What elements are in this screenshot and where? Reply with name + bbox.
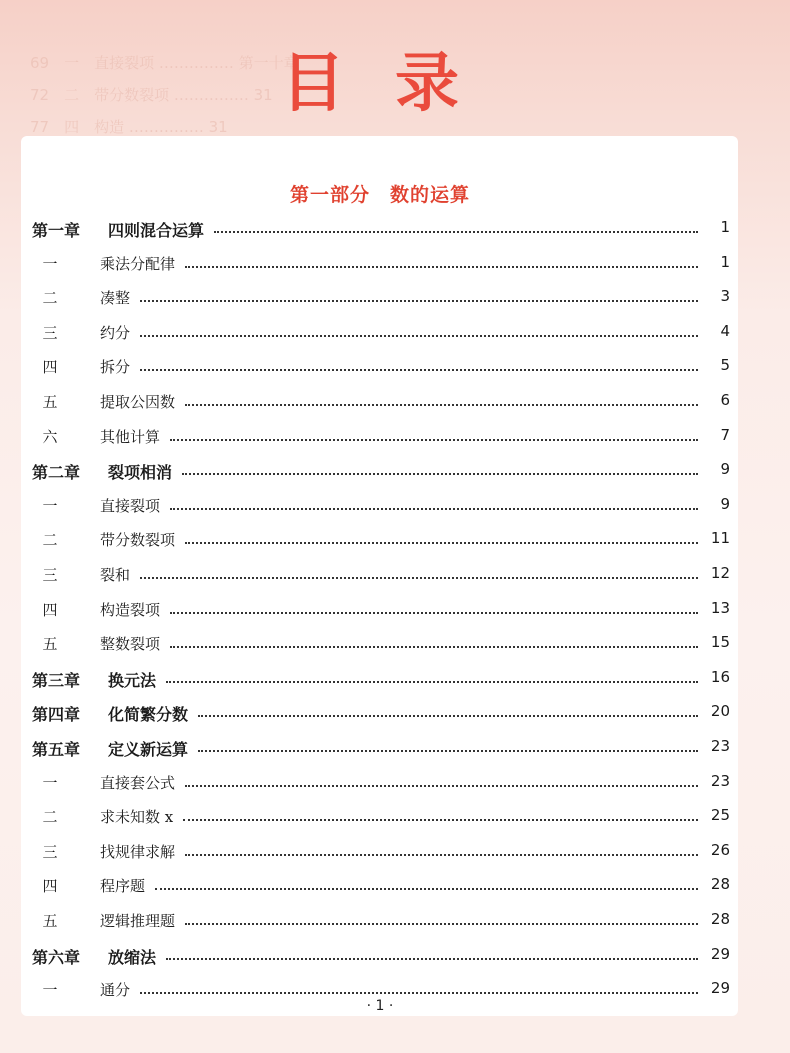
toc-page-number: 13 bbox=[710, 598, 730, 617]
toc-entry-title: 化简繁分数 bbox=[108, 705, 189, 725]
toc-entry-title: 直接裂项 bbox=[100, 496, 161, 515]
toc-page-number: 25 bbox=[710, 806, 730, 825]
toc-section-row[interactable] bbox=[0, 875, 760, 899]
toc-entry-title: 构造裂项 bbox=[100, 600, 161, 619]
dot-leader bbox=[166, 681, 698, 683]
toc-section-row[interactable] bbox=[0, 806, 760, 830]
toc-entry-title: 裂和 bbox=[100, 566, 131, 584]
toc-entry-title: 拆分 bbox=[100, 358, 131, 377]
toc-section-row[interactable] bbox=[0, 910, 760, 934]
toc-section-row[interactable] bbox=[0, 529, 760, 553]
toc-entry-number: 一 bbox=[42, 496, 58, 515]
toc-entry-title: 找规律求解 bbox=[100, 842, 176, 861]
toc-chapter-row[interactable] bbox=[0, 737, 760, 761]
toc-entry-number: 第五章 bbox=[32, 740, 81, 759]
dot-leader bbox=[185, 923, 698, 925]
toc-entry-number: 第二章 bbox=[32, 463, 81, 483]
toc-page-number: 12 bbox=[710, 564, 730, 582]
toc-entry-number: 一 bbox=[42, 773, 58, 792]
toc-entry-number: 第三章 bbox=[32, 670, 81, 690]
toc-entry-title: 带分数裂项 bbox=[100, 531, 176, 550]
toc-entry-number: 五 bbox=[42, 912, 58, 930]
toc-page-number: 15 bbox=[710, 633, 730, 652]
toc-entry-number: 第一章 bbox=[32, 221, 81, 240]
toc-page-number: 1 bbox=[720, 218, 730, 236]
toc-entry-title: 换元法 bbox=[108, 670, 157, 690]
dot-leader bbox=[166, 958, 698, 960]
dot-leader bbox=[185, 266, 698, 268]
toc-section-row[interactable] bbox=[0, 599, 760, 623]
toc-section-row[interactable] bbox=[0, 356, 760, 380]
dot-leader bbox=[170, 508, 698, 510]
bleed-through-text: 77 四 构造 …………… 31 bbox=[30, 118, 228, 136]
toc-entry-number: 三 bbox=[42, 323, 58, 342]
toc-page-number: 1 bbox=[720, 252, 730, 271]
dot-leader bbox=[183, 819, 698, 821]
toc-entry-number: 四 bbox=[42, 358, 58, 377]
dot-leader bbox=[198, 715, 698, 717]
toc-page-number: 6 bbox=[720, 391, 730, 409]
toc-section-row[interactable] bbox=[0, 564, 760, 588]
toc-entry-title: 直接套公式 bbox=[100, 773, 176, 792]
dot-leader bbox=[140, 335, 698, 337]
toc-entry-number: 一 bbox=[42, 254, 58, 273]
dot-leader bbox=[170, 646, 698, 648]
dot-leader bbox=[185, 404, 698, 406]
toc-entry-title: 整数裂项 bbox=[100, 635, 161, 654]
toc-entry-number: 三 bbox=[42, 566, 58, 584]
dot-leader bbox=[140, 577, 698, 579]
toc-chapter-row[interactable] bbox=[0, 668, 760, 692]
toc-chapter-row[interactable] bbox=[0, 218, 760, 242]
toc-section-row[interactable] bbox=[0, 772, 760, 796]
toc-section-row[interactable] bbox=[0, 253, 760, 277]
toc-page-number: 11 bbox=[710, 529, 730, 548]
toc-entry-number: 第四章 bbox=[32, 705, 81, 725]
toc-entry-number: 五 bbox=[42, 635, 58, 654]
toc-entry-number: 一 bbox=[42, 981, 58, 1000]
toc-page-number: 28 bbox=[710, 875, 730, 894]
toc-section-row[interactable] bbox=[0, 841, 760, 865]
toc-entry-number: 四 bbox=[42, 600, 58, 619]
toc-page-number: 16 bbox=[710, 667, 730, 686]
toc-entry-title: 凑整 bbox=[100, 289, 131, 308]
dot-leader bbox=[185, 542, 698, 544]
toc-entry-number: 第六章 bbox=[32, 947, 81, 967]
toc-entry-title: 四则混合运算 bbox=[108, 221, 205, 240]
toc-page-number: 28 bbox=[710, 910, 730, 928]
toc-page-number: 29 bbox=[710, 979, 730, 998]
toc-section-row[interactable] bbox=[0, 322, 760, 346]
part-heading: 第一部分 数的运算 bbox=[289, 184, 470, 206]
bleed-through-text: 72 二 带分数裂项 …………… 31 bbox=[30, 86, 273, 104]
dot-leader bbox=[214, 231, 698, 233]
toc-entry-number: 二 bbox=[42, 808, 58, 827]
toc-entry-number: 三 bbox=[42, 842, 58, 861]
toc-page-number: 26 bbox=[710, 840, 730, 859]
toc-page-number: 29 bbox=[710, 944, 730, 963]
toc-entry-title: 乘法分配律 bbox=[100, 254, 176, 273]
toc-chapter-row[interactable] bbox=[0, 460, 760, 484]
toc-entry-number: 六 bbox=[42, 427, 58, 446]
dot-leader bbox=[140, 992, 698, 994]
dot-leader bbox=[185, 785, 698, 787]
page-title: 目录 bbox=[281, 47, 509, 121]
toc-entry-title: 程序题 bbox=[100, 877, 146, 896]
toc-entry-title: 逻辑推理题 bbox=[100, 912, 176, 930]
toc-entry-number: 四 bbox=[42, 877, 58, 896]
toc-page-number: 23 bbox=[710, 737, 730, 755]
toc-entry-number: 二 bbox=[42, 531, 58, 550]
toc-entry-title: 其他计算 bbox=[100, 427, 161, 446]
toc-entry-title: 放缩法 bbox=[108, 947, 157, 967]
toc-entry-title: 定义新运算 bbox=[108, 740, 189, 759]
dot-leader bbox=[140, 300, 698, 302]
toc-entry-title: 裂项相消 bbox=[108, 463, 173, 483]
toc-section-row[interactable] bbox=[0, 495, 760, 519]
toc-section-row[interactable] bbox=[0, 633, 760, 657]
toc-section-row[interactable] bbox=[0, 287, 760, 311]
dot-leader bbox=[170, 612, 698, 614]
toc-page-number: 20 bbox=[710, 702, 730, 721]
dot-leader bbox=[182, 473, 698, 475]
dot-leader bbox=[198, 750, 698, 752]
dot-leader bbox=[140, 369, 698, 371]
toc-page-number: 7 bbox=[720, 425, 730, 444]
dot-leader bbox=[155, 888, 698, 890]
toc-page-number: 4 bbox=[720, 321, 730, 340]
toc-page-number: 23 bbox=[710, 771, 730, 790]
toc-chapter-row[interactable] bbox=[0, 945, 760, 969]
page-number: · 1 · bbox=[366, 998, 394, 1014]
toc-section-row[interactable] bbox=[0, 426, 760, 450]
toc-entry-number: 二 bbox=[42, 289, 58, 308]
toc-entry-title: 约分 bbox=[100, 323, 131, 342]
toc-page-number: 5 bbox=[720, 356, 730, 375]
toc-entry-title: 通分 bbox=[100, 981, 131, 1000]
bleed-through-text: 69 一 直接裂项 …………… 第一十章 bbox=[30, 54, 299, 72]
toc-section-row[interactable] bbox=[0, 391, 760, 415]
dot-leader bbox=[185, 854, 698, 856]
toc-entry-title: 提取公因数 bbox=[100, 393, 176, 411]
toc-chapter-row[interactable] bbox=[0, 702, 760, 726]
toc-page-number: 3 bbox=[720, 287, 730, 306]
toc-entry-title: 求未知数 x bbox=[100, 808, 174, 827]
toc-page-number: 9 bbox=[720, 494, 730, 513]
dot-leader bbox=[170, 439, 698, 441]
toc-page-number: 9 bbox=[720, 460, 730, 479]
toc-entry-number: 五 bbox=[42, 393, 58, 411]
